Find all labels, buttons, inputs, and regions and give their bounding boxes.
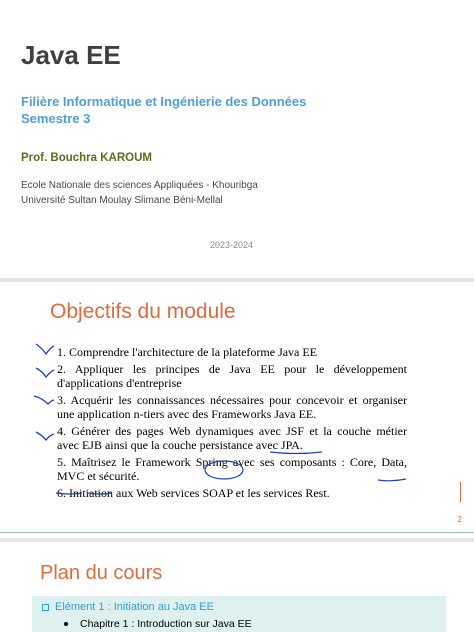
- institution-school: Ecole Nationale des sciences Appliquées - Khouribga: [21, 180, 258, 191]
- plan-heading: Plan du cours: [40, 562, 163, 584]
- course-title: Java EE: [21, 40, 121, 70]
- objective-item: 4. Générer des pages Web dynamiques avec JSF et la couche métier avec EJB ainsi que la couche persistance avec JPA.: [57, 424, 407, 452]
- objectives-heading: Objectifs du module: [50, 300, 236, 323]
- check-mark-icon: [36, 368, 54, 377]
- square-bullet-icon: [42, 604, 49, 611]
- objective-item: 2. Appliquer les principes de Java EE pour le développement d'applications d'entreprise: [57, 362, 407, 390]
- element-title: [42, 601, 214, 613]
- bullet-icon: [64, 622, 68, 626]
- program-subtitle: [21, 93, 306, 127]
- footer-accent-line: [0, 532, 474, 533]
- check-mark-icon: [36, 432, 54, 440]
- objectives-list: [57, 345, 407, 503]
- semester-line: Semestre 3: [21, 111, 91, 126]
- course-plan-slide: [0, 542, 474, 632]
- objective-item: 1. Comprendre l'architecture de la plateforme Java EE: [57, 345, 318, 359]
- title-slide: [0, 0, 474, 278]
- professor-name: Prof. Bouchra KAROUM: [21, 152, 152, 164]
- check-mark-icon: [36, 344, 54, 354]
- chapter-text: Chapitre 1 : Introduction sur Java EE: [80, 618, 252, 630]
- academic-year: 2023-2024: [210, 240, 254, 250]
- program-line: Filière Informatique et Ingénierie des Données: [21, 94, 307, 109]
- institution-university: Université Sultan Moulay Slimane Béni-Mellal: [21, 195, 223, 206]
- element-text: Elément 1 : Initiation au Java EE: [55, 601, 214, 613]
- objective-item: 3. Acquérir les connaissances nécessaires pour concevoir et organiser une application n-tiers avec des Frameworks Java EE.: [57, 393, 407, 421]
- chapter-item: [64, 618, 252, 630]
- objective-item: 5. Maîtrisez le Framework Spring avec ses composants : Core, Data, MVC et sécurité.: [57, 455, 407, 483]
- check-mark-icon: [34, 396, 54, 404]
- objectives-slide: [0, 282, 474, 538]
- page-number: 2: [457, 515, 462, 524]
- objective-item: 6. Initiation aux Web services SOAP et les services Rest.: [57, 486, 330, 500]
- institution: [21, 178, 258, 208]
- decorative-corner-line: [434, 482, 461, 502]
